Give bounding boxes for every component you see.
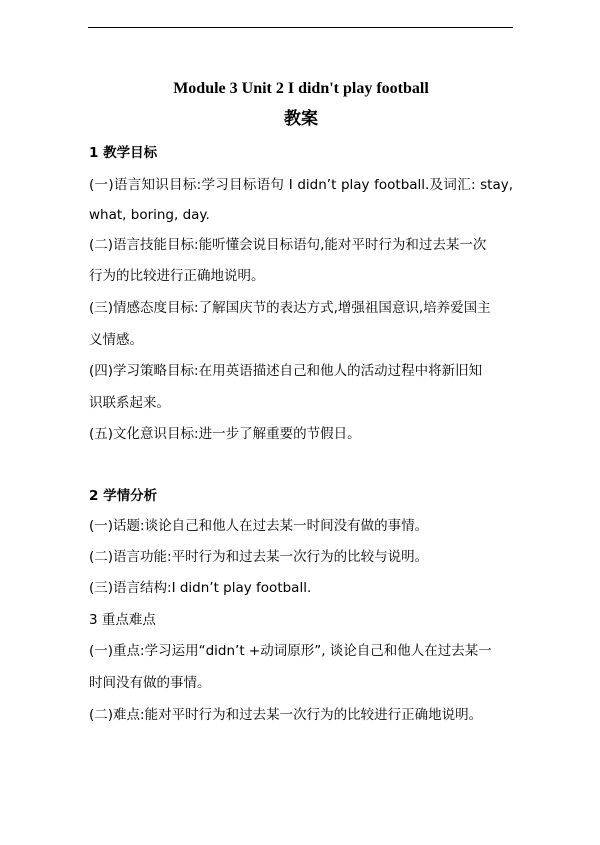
objective-line: (五)文化意识目标:进一步了解重要的节假日。 (89, 426, 361, 442)
objective-line: 义情感。 (89, 332, 143, 348)
objective-line: (三)情感态度目标:了解国庆节的表达方式,增强祖国意识,培养爱国主 (89, 300, 491, 316)
objective-line: (一)语言知识目标:学习目标语句 I didn’t play football.及词汇: stay, (89, 177, 513, 193)
objective-line: (四)学习策略目标:在用英语描述自己和他人的活动过程中将新旧知 (89, 363, 483, 379)
document-title-english: Module 3 Unit 2 I didn't play football (173, 80, 429, 97)
header-rule (88, 27, 513, 28)
objective-line: (二)语言技能目标:能听懂会说目标语句,能对平时行为和过去某一次 (89, 237, 487, 253)
section-heading-key-points: 3 重点难点 (89, 612, 156, 628)
document-title-chinese: 教案 (284, 109, 318, 129)
analysis-line: (二)语言功能:平时行为和过去某一次行为的比较与说明。 (89, 549, 429, 565)
key-point-line: 时间没有做的事情。 (89, 675, 211, 691)
analysis-line: (一)话题:谈论自己和他人在过去某一时间没有做的事情。 (89, 518, 429, 534)
key-point-line: (二)难点:能对平时行为和过去某一次行为的比较进行正确地说明。 (89, 707, 483, 723)
key-point-line: (一)重点:学习运用“didn’t +动词原形”, 谈论自己和他人在过去某一 (89, 643, 492, 659)
section-heading-analysis: 2 学情分析 (89, 488, 158, 504)
objective-line: what, boring, day. (89, 207, 210, 223)
objective-line: 行为的比较进行正确地说明。 (89, 268, 265, 284)
objective-line: 识联系起来。 (89, 395, 170, 411)
analysis-line: (三)语言结构:I didn’t play football. (89, 580, 312, 596)
section-heading-objectives: 1 教学目标 (89, 145, 158, 161)
